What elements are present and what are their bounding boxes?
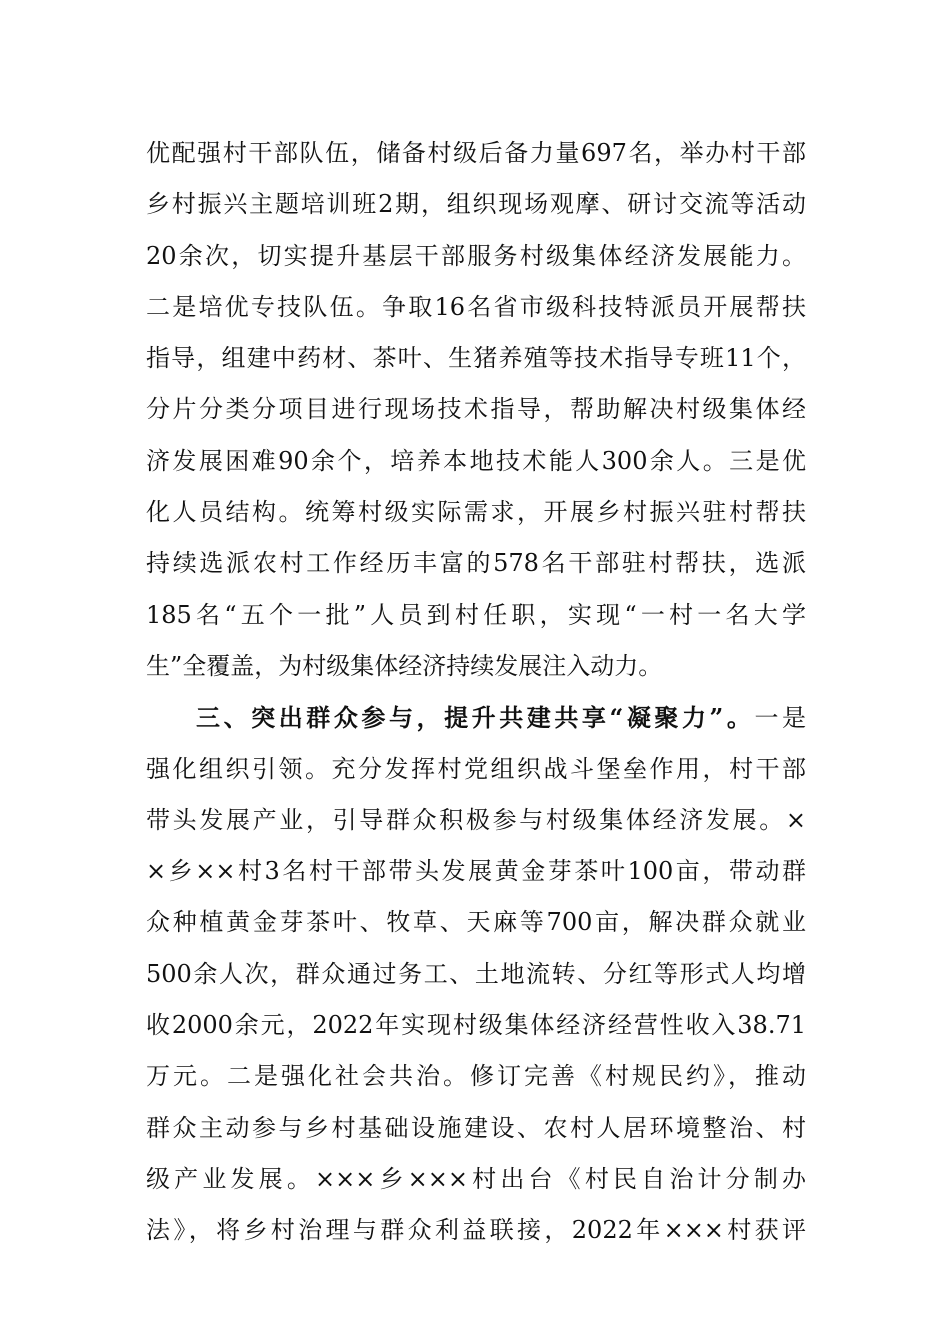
body-text	[146, 128, 806, 1257]
paragraph-line: 二是培优专技队伍。争取16名省市级科技特派员开展帮扶	[146, 292, 806, 321]
paragraph-line: 185名“五个一批”人员到村任职，实现“一村一名大学	[146, 600, 806, 629]
paragraph-line: 法》，将乡村治理与群众利益联接，2022年×××村获评	[146, 1216, 806, 1245]
paragraph-line: 级产业发展。×××乡×××村出台《村民自治计分制办	[146, 1164, 806, 1193]
section-heading-tail: 一是	[754, 704, 807, 733]
paragraph-line: 优配强村干部队伍，储备村级后备力量697名，举办村干部	[146, 139, 806, 167]
section-heading: 三、突出群众参与，提升共建共享“凝聚力”。	[196, 703, 755, 733]
paragraph-line: 济发展困难90余个，培养本地技术能人300余人。三是优	[146, 446, 806, 475]
paragraph-line: 500余人次，群众通过务工、土地流转、分红等形式人均增	[146, 959, 806, 988]
paragraph-line: 众种植黄金芽茶叶、牧草、天麻等700亩，解决群众就业	[146, 908, 806, 937]
paragraph-line: 乡村振兴主题培训班2期，组织现场观摩、研讨交流等活动	[146, 190, 806, 219]
paragraph-line: 分片分类分项目进行现场技术指导，帮助解决村级集体经	[146, 395, 806, 424]
paragraph-line: 万元。二是强化社会共治。修订完善《村规民约》，推动	[146, 1062, 806, 1091]
paragraph-line: 生”全覆盖，为村级集体经济持续发展注入动力。	[146, 651, 663, 680]
paragraph-line: 指导，组建中药材、茶叶、生猪养殖等技术指导专班11个，	[146, 344, 806, 373]
paragraph-line: 强化组织引领。充分发挥村党组织战斗堡垒作用，村干部	[146, 754, 806, 783]
paragraph-line: 带头发展产业，引导群众积极参与村级集体经济发展。×	[146, 805, 806, 834]
paragraph-line: 群众主动参与乡村基础设施建设、农村人居环境整治、村	[146, 1113, 806, 1142]
paragraph-line: 收2000余元，2022年实现村级集体经济经营性收入38.71	[146, 1011, 806, 1040]
paragraph-line: ×乡××村3名村干部带头发展黄金芽茶叶100亩，带动群	[146, 857, 806, 886]
paragraph-line: 持续选派农村工作经历丰富的578名干部驻村帮扶，选派	[146, 549, 806, 578]
paragraph-line: 化人员结构。统筹村级实际需求，开展乡村振兴驻村帮扶	[146, 498, 806, 527]
paragraph-line: 20余次，切实提升基层干部服务村级集体经济发展能力。	[146, 241, 806, 270]
section-heading-line	[146, 692, 806, 743]
